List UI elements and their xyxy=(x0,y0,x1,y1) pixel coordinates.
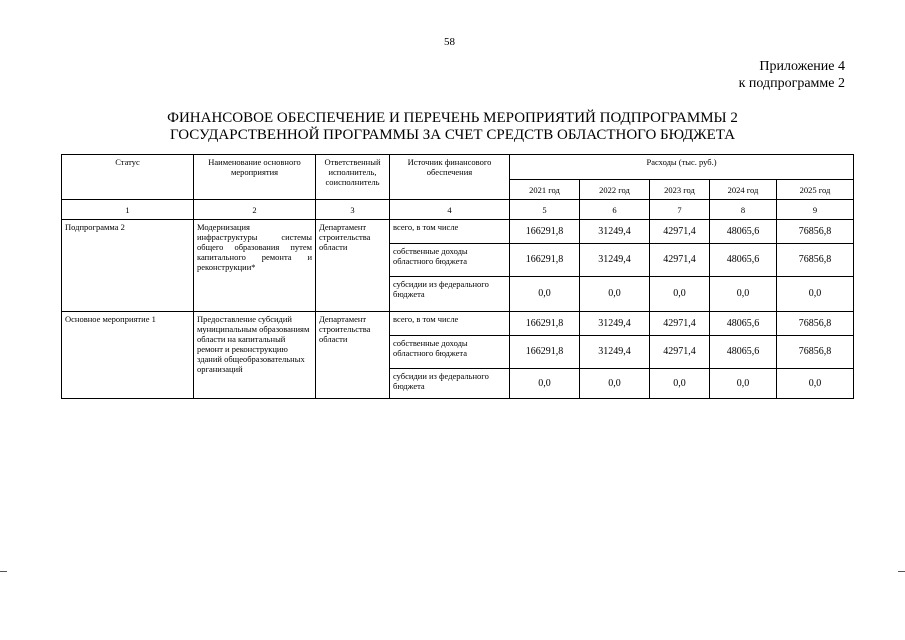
header-executor: Ответственный исполнитель, соисполнитель xyxy=(316,155,390,200)
value-cell: 0,0 xyxy=(650,369,710,399)
title-line-2: ГОСУДАРСТВЕННОЙ ПРОГРАММЫ ЗА СЧЕТ СРЕДСТВ ОБЛАСТНОГО БЮДЖЕТА xyxy=(169,127,736,143)
value-cell: 31249,4 xyxy=(580,312,650,336)
value-cell: 166291,8 xyxy=(510,244,580,277)
header-status: Статус xyxy=(62,155,194,200)
column-number: 7 xyxy=(650,200,710,220)
column-number: 5 xyxy=(510,200,580,220)
value-cell: 31249,4 xyxy=(580,220,650,244)
page-number: 58 xyxy=(444,36,455,48)
column-number-row xyxy=(62,200,854,220)
scan-margin-mark xyxy=(0,571,7,572)
value-cell: 0,0 xyxy=(510,277,580,312)
appendix-line-1: Приложение 4 xyxy=(759,59,845,74)
source-cell: всего, в том числе xyxy=(390,312,510,336)
value-cell: 48065,6 xyxy=(710,220,777,244)
value-cell: 76856,8 xyxy=(777,244,854,277)
column-number: 3 xyxy=(316,200,390,220)
value-cell: 48065,6 xyxy=(710,312,777,336)
value-cell: 0,0 xyxy=(650,277,710,312)
status-cell: Основное мероприятие 1 xyxy=(62,312,194,399)
header-expenses: Расходы (тыс. руб.) xyxy=(510,155,854,180)
source-cell: собственные доходы областного бюджета xyxy=(390,336,510,369)
scan-margin-mark xyxy=(898,571,905,572)
header-year: 2025 год xyxy=(777,180,854,200)
value-cell: 42971,4 xyxy=(650,220,710,244)
executor-cell: Департамент строительства области xyxy=(316,312,390,399)
budget-table xyxy=(61,154,854,399)
value-cell: 48065,6 xyxy=(710,336,777,369)
value-cell: 76856,8 xyxy=(777,220,854,244)
value-cell: 76856,8 xyxy=(777,336,854,369)
value-cell: 42971,4 xyxy=(650,336,710,369)
value-cell: 31249,4 xyxy=(580,244,650,277)
value-cell: 0,0 xyxy=(777,277,854,312)
status-cell: Подпрограмма 2 xyxy=(62,220,194,312)
appendix-label xyxy=(739,58,845,92)
value-cell: 48065,6 xyxy=(710,244,777,277)
column-number: 2 xyxy=(194,200,316,220)
column-number: 4 xyxy=(390,200,510,220)
value-cell: 0,0 xyxy=(510,369,580,399)
value-cell: 166291,8 xyxy=(510,336,580,369)
column-number: 6 xyxy=(580,200,650,220)
header-year: 2021 год xyxy=(510,180,580,200)
activity-name-cell: Предоставление субсидий муниципальным образованиям области на капитальный ремонт и реконструкцию зданий общеобразовательных организаций xyxy=(194,312,316,399)
value-cell: 0,0 xyxy=(710,277,777,312)
value-cell: 166291,8 xyxy=(510,312,580,336)
source-cell: всего, в том числе xyxy=(390,220,510,244)
activity-name-cell: Модернизация инфраструктуры системы общего образования путем капитального ремонта и реконструкции* xyxy=(194,220,316,312)
executor-cell: Департамент строительства области xyxy=(316,220,390,312)
value-cell: 42971,4 xyxy=(650,244,710,277)
value-cell: 0,0 xyxy=(777,369,854,399)
source-cell: субсидии из федерального бюджета xyxy=(390,369,510,399)
title-line-1: ФИНАНСОВОЕ ОБЕСПЕЧЕНИЕ И ПЕРЕЧЕНЬ МЕРОПРИЯТИЙ ПОДПРОГРАММЫ 2 xyxy=(167,110,738,126)
table-row xyxy=(62,312,854,336)
source-cell: субсидии из федерального бюджета xyxy=(390,277,510,312)
value-cell: 42971,4 xyxy=(650,312,710,336)
header-row xyxy=(62,155,854,180)
value-cell: 31249,4 xyxy=(580,336,650,369)
appendix-line-2: к подпрограмме 2 xyxy=(738,76,845,91)
value-cell: 166291,8 xyxy=(510,220,580,244)
header-year: 2024 год xyxy=(710,180,777,200)
value-cell: 76856,8 xyxy=(777,312,854,336)
column-number: 9 xyxy=(777,200,854,220)
value-cell: 0,0 xyxy=(710,369,777,399)
table-row xyxy=(62,220,854,244)
value-cell: 0,0 xyxy=(580,369,650,399)
column-number: 1 xyxy=(62,200,194,220)
column-number: 8 xyxy=(710,200,777,220)
header-source: Источник финансового обеспечения xyxy=(390,155,510,200)
header-year: 2023 год xyxy=(650,180,710,200)
value-cell: 0,0 xyxy=(580,277,650,312)
header-name: Наименование основного мероприятия xyxy=(194,155,316,200)
header-year: 2022 год xyxy=(580,180,650,200)
document-title xyxy=(0,110,905,144)
source-cell: собственные доходы областного бюджета xyxy=(390,244,510,277)
